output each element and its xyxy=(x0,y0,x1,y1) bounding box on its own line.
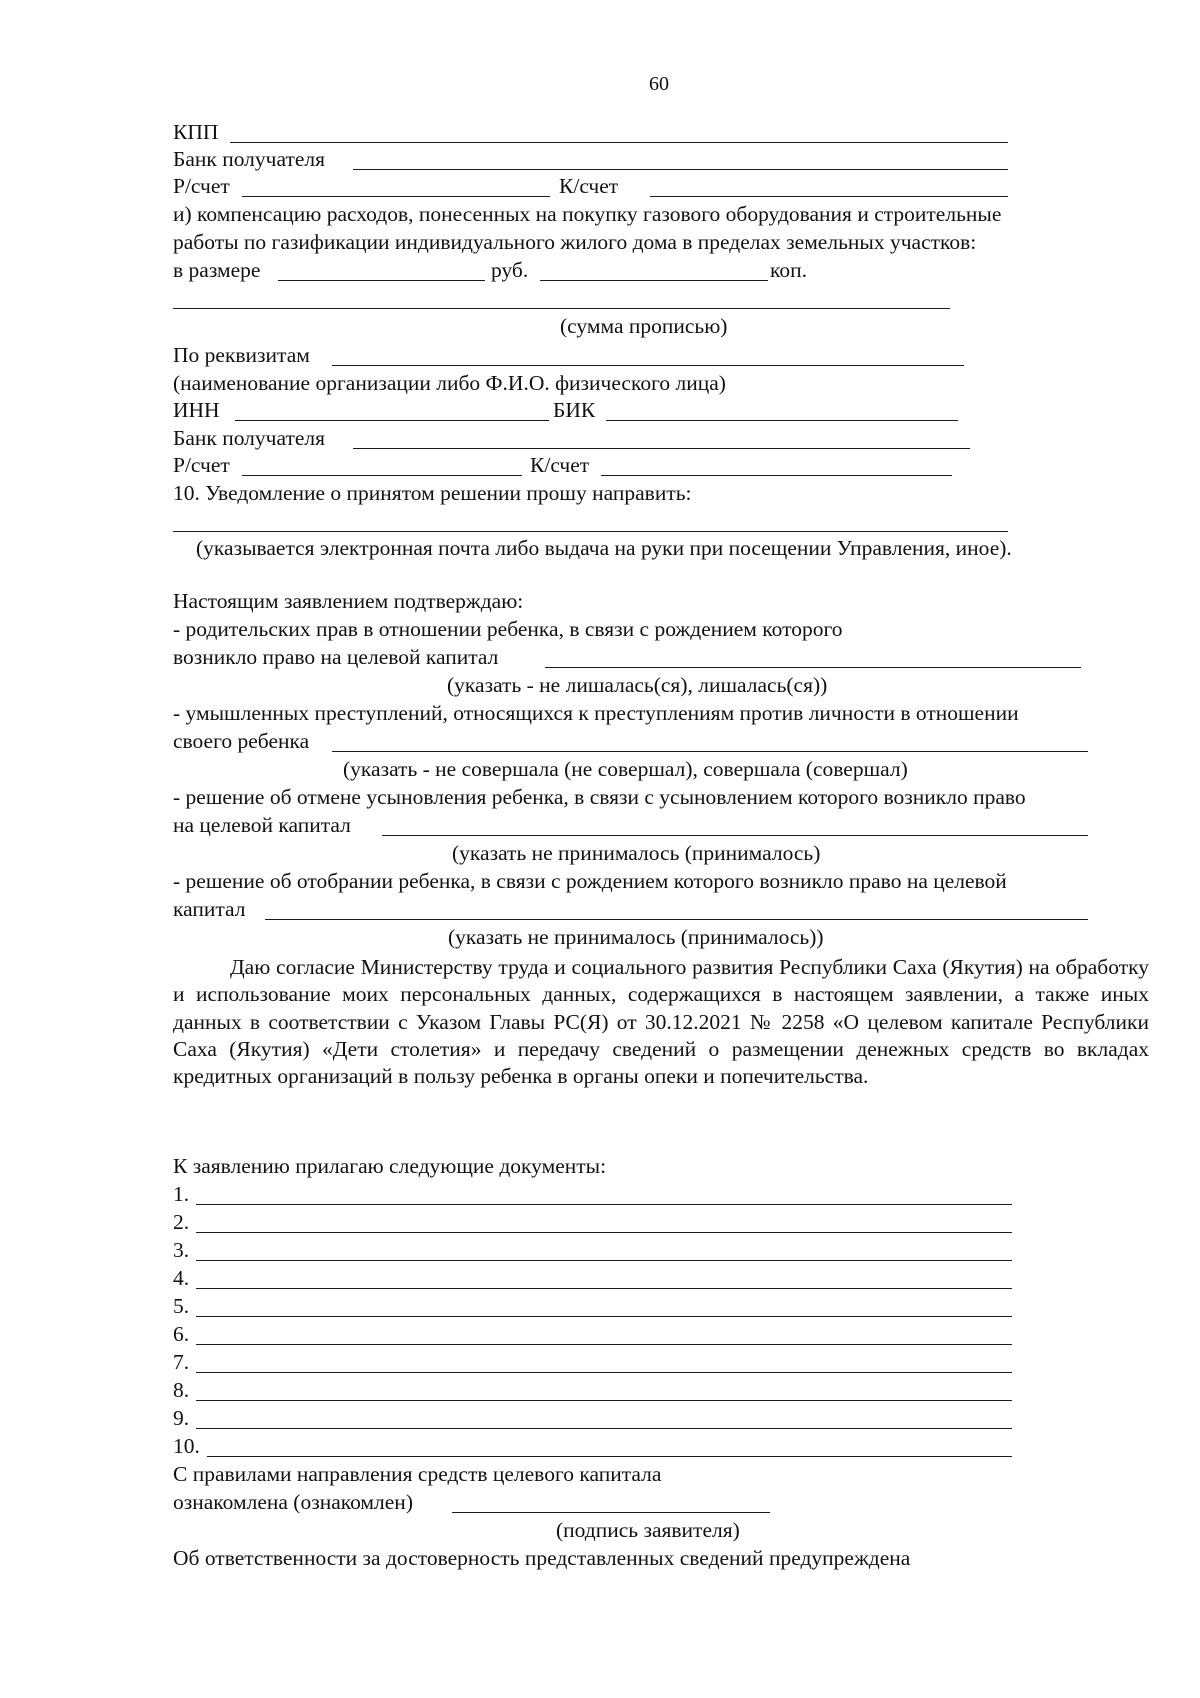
confirm-item3-caption: (указать не принималось (принималось) xyxy=(452,841,821,865)
amount-rub-field[interactable] xyxy=(278,280,485,281)
kpp-field[interactable] xyxy=(230,142,1008,143)
amount-prefix: в размере xyxy=(173,258,261,282)
corr-account-field-1[interactable] xyxy=(650,196,1008,197)
document-number: 10. xyxy=(173,1434,200,1458)
confirm-item1-line2: возникло право на целевой капитал xyxy=(173,645,499,669)
confirm-item4-field[interactable] xyxy=(265,919,1088,920)
rub-label: руб. xyxy=(491,258,529,282)
confirm-item3-line2: на целевой капитал xyxy=(173,813,351,837)
account-label-1: Р/счет xyxy=(173,174,230,198)
bik-label: БИК xyxy=(553,398,596,422)
document-number: 8. xyxy=(173,1378,190,1402)
org-caption: (наименование организации либо Ф.И.О. физического лица) xyxy=(173,371,726,395)
bank-field-1[interactable] xyxy=(353,169,1008,170)
page-number: 60 xyxy=(649,73,669,95)
document-number: 5. xyxy=(173,1294,190,1318)
sum-words-caption: (сумма прописью) xyxy=(560,314,728,338)
document-number: 4. xyxy=(173,1266,190,1290)
documents-heading: К заявлению прилагаю следующие документы: xyxy=(173,1154,607,1178)
document-field[interactable] xyxy=(196,1204,1012,1205)
document-number: 9. xyxy=(173,1406,190,1430)
document-number: 2. xyxy=(173,1210,190,1234)
document-field[interactable] xyxy=(196,1260,1012,1261)
document-number: 3. xyxy=(173,1238,190,1262)
document-field[interactable] xyxy=(196,1428,1012,1429)
document-number: 7. xyxy=(173,1350,190,1374)
compensation-line-1: и) компенсацию расходов, понесенных на покупку газового оборудования и строительные xyxy=(173,202,1002,226)
document-field[interactable] xyxy=(196,1288,1012,1289)
confirm-item2-line1: - умышленных преступлений, относящихся к преступлениям против личности в отношении xyxy=(173,701,1019,725)
document-field[interactable] xyxy=(196,1372,1012,1373)
document-field[interactable] xyxy=(196,1344,1012,1345)
notification-caption: (указывается электронная почта либо выдача на руки при посещении Управления, иное). xyxy=(196,536,1012,560)
confirm-item1-caption: (указать - не лишалась(ся), лишалась(ся)) xyxy=(447,673,828,697)
confirm-item4-caption: (указать не принималось (принималось)) xyxy=(448,925,824,949)
corr-account-label-1: К/счет xyxy=(559,174,619,198)
rules-line-2: ознакомлена (ознакомлен) xyxy=(173,1490,413,1514)
consent-paragraph: Даю согласие Министерству труда и социального развития Республики Саха (Якутия) на обработку и использование моих персональных данных, содержащихся в настоящем заявлении, а также иных данных в соответствии с Указом Главы РС(Я) от 30.12.2021 № 2258 «О целевом капитале Республики Саха (Якутия) «Дети столетия» и передачу сведений о размещении денежных средств во вкладах кредитных организаций в пользу ребенка в органы опеки и попечительства. xyxy=(173,955,1149,1089)
account-field-2[interactable] xyxy=(242,475,522,476)
document-number: 1. xyxy=(173,1182,190,1206)
kop-label: коп. xyxy=(770,258,807,282)
sum-words-field[interactable] xyxy=(173,308,950,309)
document-field[interactable] xyxy=(196,1232,1012,1233)
account-label-2: Р/счет xyxy=(173,453,230,477)
confirm-item3-field[interactable] xyxy=(382,835,1088,836)
compensation-line-2: работы по газификации индивидуального жилого дома в пределах земельных участков: xyxy=(173,230,977,254)
rules-line-1: С правилами направления средств целевого капитала xyxy=(173,1462,662,1486)
amount-kop-field[interactable] xyxy=(540,280,768,281)
requisites-label: По реквизитам xyxy=(173,343,310,367)
document-field[interactable] xyxy=(207,1456,1012,1457)
confirm-heading: Настоящим заявлением подтверждаю: xyxy=(173,589,524,613)
confirm-item4-line1: - решение об отобрании ребенка, в связи с рождением которого возникло право на целевой xyxy=(173,869,1007,893)
bank-label-1: Банк получателя xyxy=(173,147,326,171)
document-field[interactable] xyxy=(196,1316,1012,1317)
corr-account-field-2[interactable] xyxy=(601,475,952,476)
confirm-item4-line2: капитал xyxy=(173,897,246,921)
kpp-label: КПП xyxy=(173,120,219,144)
confirm-item2-caption: (указать - не совершала (не совершал), совершала (совершал) xyxy=(343,757,908,781)
signature-caption: (подпись заявителя) xyxy=(556,1518,740,1542)
account-field-1[interactable] xyxy=(242,196,550,197)
confirm-item2-field[interactable] xyxy=(332,751,1088,752)
confirm-item1-field[interactable] xyxy=(545,667,1081,668)
notification-label: 10. Уведомление о принятом решении прошу направить: xyxy=(173,481,692,505)
confirm-item2-line2: своего ребенка xyxy=(173,729,310,753)
inn-field[interactable] xyxy=(235,420,549,421)
responsibility-text: Об ответственности за достоверность представленных сведений предупреждена xyxy=(173,1546,911,1570)
confirm-item1-line1: - родительских прав в отношении ребенка, в связи с рождением которого xyxy=(173,617,843,641)
signature-field[interactable] xyxy=(452,1512,770,1513)
bik-field[interactable] xyxy=(606,420,958,421)
bank-field-2[interactable] xyxy=(353,448,970,449)
notification-field[interactable] xyxy=(173,531,1008,532)
confirm-item3-line1: - решение об отмене усыновления ребенка, в связи с усыновлением которого возникло право xyxy=(173,785,1026,809)
document-number: 6. xyxy=(173,1322,190,1346)
corr-account-label-2: К/счет xyxy=(530,453,590,477)
document-field[interactable] xyxy=(196,1400,1012,1401)
inn-label: ИНН xyxy=(173,398,220,422)
bank-label-2: Банк получателя xyxy=(173,426,326,450)
requisites-field[interactable] xyxy=(332,365,964,366)
